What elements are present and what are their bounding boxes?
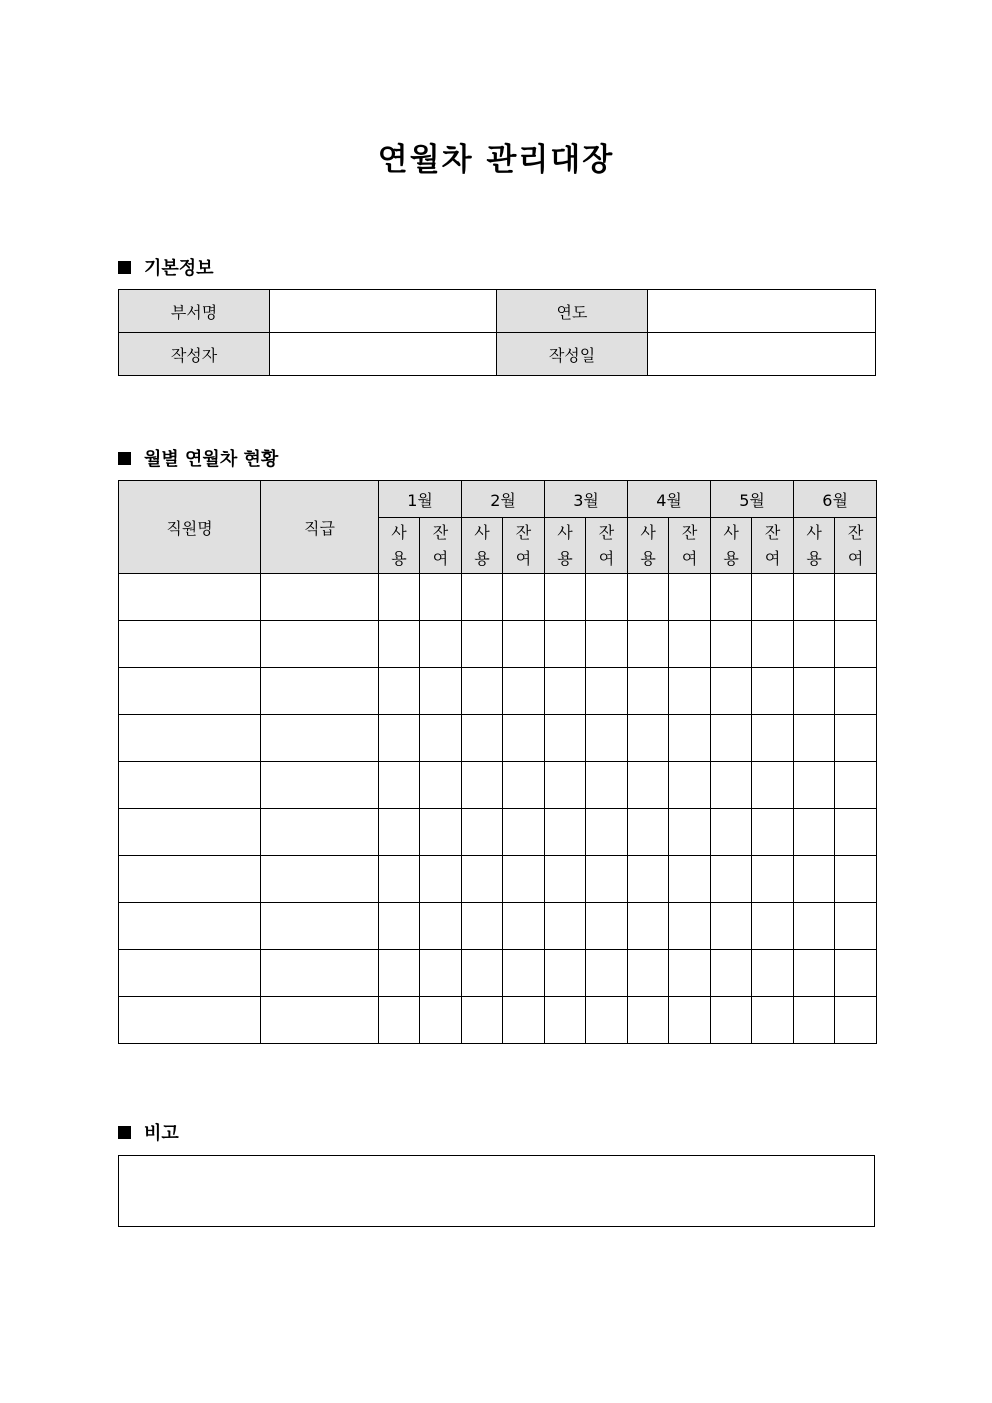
remaining-header-char: 여 <box>681 548 698 568</box>
used-cell[interactable] <box>379 856 420 903</box>
used-header <box>545 518 586 574</box>
square-bullet-icon <box>118 1126 131 1139</box>
used-cell[interactable] <box>794 856 835 903</box>
remaining-cell[interactable] <box>586 809 628 856</box>
remaining-cell[interactable] <box>752 621 794 668</box>
table-row <box>119 668 877 715</box>
used-cell[interactable] <box>462 762 503 809</box>
remaining-cell[interactable] <box>586 950 628 997</box>
section-title: 기본정보 <box>144 258 214 279</box>
basic-info-table <box>118 289 876 376</box>
used-header <box>379 518 420 574</box>
table-row <box>119 809 877 856</box>
date-label: 작성일 <box>497 333 648 376</box>
section-monthly-status <box>118 445 278 471</box>
section-basic-info <box>118 254 214 280</box>
used-cell[interactable] <box>379 668 420 715</box>
month-header: 1월 <box>379 481 462 518</box>
table-row <box>119 997 877 1044</box>
remaining-cell[interactable] <box>420 621 462 668</box>
used-cell[interactable] <box>628 574 669 621</box>
used-cell[interactable] <box>711 668 752 715</box>
used-header <box>711 518 752 574</box>
used-cell[interactable] <box>711 621 752 668</box>
table-row <box>119 856 877 903</box>
square-bullet-icon <box>118 261 131 274</box>
remaining-cell[interactable] <box>752 762 794 809</box>
rank-header: 직급 <box>261 481 379 574</box>
remaining-header <box>586 518 628 574</box>
remaining-cell[interactable] <box>835 715 877 762</box>
rank-cell[interactable] <box>261 809 379 856</box>
used-cell[interactable] <box>379 574 420 621</box>
used-cell[interactable] <box>794 762 835 809</box>
section-title: 월별 연월차 현황 <box>144 449 279 470</box>
remaining-header-char: 잔 <box>432 522 449 542</box>
used-cell[interactable] <box>545 668 586 715</box>
remaining-cell[interactable] <box>752 950 794 997</box>
remaining-cell[interactable] <box>420 574 462 621</box>
year-field[interactable] <box>648 290 876 333</box>
table-row <box>119 903 877 950</box>
remaining-header-char: 잔 <box>598 522 615 542</box>
remaining-header <box>420 518 462 574</box>
remaining-cell[interactable] <box>586 668 628 715</box>
remaining-header <box>752 518 794 574</box>
used-cell[interactable] <box>462 668 503 715</box>
used-cell[interactable] <box>545 950 586 997</box>
used-cell[interactable] <box>379 997 420 1044</box>
month-header: 4월 <box>628 481 711 518</box>
date-field[interactable] <box>648 333 876 376</box>
month-header: 3월 <box>545 481 628 518</box>
remaining-cell[interactable] <box>835 621 877 668</box>
used-header-char: 사 <box>474 522 490 542</box>
remaining-header <box>835 518 877 574</box>
rank-cell[interactable] <box>261 621 379 668</box>
used-cell[interactable] <box>794 668 835 715</box>
page-title: 연월차 관리대장 <box>377 142 615 178</box>
used-cell[interactable] <box>794 809 835 856</box>
used-header-char: 사 <box>557 522 573 542</box>
used-cell[interactable] <box>628 762 669 809</box>
remaining-cell[interactable] <box>503 621 545 668</box>
remaining-cell[interactable] <box>669 856 711 903</box>
remaining-cell[interactable] <box>669 903 711 950</box>
note-table <box>118 1155 875 1227</box>
rank-cell[interactable] <box>261 668 379 715</box>
used-cell[interactable] <box>711 574 752 621</box>
remaining-cell[interactable] <box>752 715 794 762</box>
used-cell[interactable] <box>379 715 420 762</box>
used-cell[interactable] <box>711 903 752 950</box>
employee-name-cell[interactable] <box>119 762 261 809</box>
remaining-cell[interactable] <box>835 950 877 997</box>
year-label: 연도 <box>497 290 648 333</box>
employee-name-header: 직원명 <box>119 481 261 574</box>
used-cell[interactable] <box>545 903 586 950</box>
remaining-cell[interactable] <box>669 950 711 997</box>
remaining-header <box>669 518 711 574</box>
used-cell[interactable] <box>711 762 752 809</box>
remaining-header-char: 잔 <box>764 522 781 542</box>
remaining-cell[interactable] <box>752 997 794 1044</box>
employee-name-cell[interactable] <box>119 809 261 856</box>
used-header-char: 사 <box>640 522 656 542</box>
used-header-char: 사 <box>806 522 822 542</box>
table-row <box>119 574 877 621</box>
dept-label: 부서명 <box>119 290 270 333</box>
used-cell[interactable] <box>794 574 835 621</box>
remaining-cell[interactable] <box>586 903 628 950</box>
remaining-cell[interactable] <box>669 809 711 856</box>
used-cell[interactable] <box>628 621 669 668</box>
remaining-cell[interactable] <box>835 997 877 1044</box>
used-header-char: 용 <box>557 548 573 568</box>
employee-name-cell[interactable] <box>119 997 261 1044</box>
used-cell[interactable] <box>545 621 586 668</box>
used-cell[interactable] <box>628 668 669 715</box>
used-cell[interactable] <box>462 903 503 950</box>
table-row <box>119 950 877 997</box>
remaining-cell[interactable] <box>586 856 628 903</box>
remaining-cell[interactable] <box>752 668 794 715</box>
remaining-cell[interactable] <box>835 903 877 950</box>
month-header: 6월 <box>794 481 877 518</box>
employee-name-cell[interactable] <box>119 903 261 950</box>
remaining-cell[interactable] <box>503 997 545 1044</box>
used-cell[interactable] <box>545 762 586 809</box>
remaining-cell[interactable] <box>503 809 545 856</box>
month-header: 5월 <box>711 481 794 518</box>
used-cell[interactable] <box>711 950 752 997</box>
rank-cell[interactable] <box>261 997 379 1044</box>
remaining-header-char: 여 <box>432 548 449 568</box>
remaining-cell[interactable] <box>420 997 462 1044</box>
square-bullet-icon <box>118 452 131 465</box>
remaining-cell[interactable] <box>503 903 545 950</box>
used-cell[interactable] <box>462 856 503 903</box>
rank-cell[interactable] <box>261 950 379 997</box>
used-cell[interactable] <box>545 856 586 903</box>
month-header: 2월 <box>462 481 545 518</box>
remaining-cell[interactable] <box>586 997 628 1044</box>
used-header-char: 용 <box>723 548 739 568</box>
used-header-char: 용 <box>474 548 490 568</box>
remaining-cell[interactable] <box>752 809 794 856</box>
used-cell[interactable] <box>462 950 503 997</box>
remaining-cell[interactable] <box>586 715 628 762</box>
remaining-cell[interactable] <box>420 668 462 715</box>
remaining-cell[interactable] <box>835 668 877 715</box>
remaining-cell[interactable] <box>503 856 545 903</box>
dept-field[interactable] <box>270 290 497 333</box>
table-row <box>119 621 877 668</box>
remaining-header-char: 여 <box>598 548 615 568</box>
used-cell[interactable] <box>545 574 586 621</box>
used-header-char: 사 <box>391 522 407 542</box>
rank-cell[interactable] <box>261 715 379 762</box>
used-cell[interactable] <box>794 715 835 762</box>
remaining-cell[interactable] <box>835 856 877 903</box>
employee-name-cell[interactable] <box>119 950 261 997</box>
remaining-cell[interactable] <box>835 574 877 621</box>
remaining-cell[interactable] <box>669 574 711 621</box>
remaining-cell[interactable] <box>503 668 545 715</box>
used-cell[interactable] <box>711 809 752 856</box>
used-header-char: 용 <box>806 548 822 568</box>
remaining-cell[interactable] <box>669 762 711 809</box>
used-cell[interactable] <box>462 574 503 621</box>
remaining-cell[interactable] <box>503 950 545 997</box>
rank-cell[interactable] <box>261 762 379 809</box>
used-cell[interactable] <box>628 809 669 856</box>
remaining-cell[interactable] <box>420 715 462 762</box>
remaining-header-char: 잔 <box>681 522 698 542</box>
remaining-header-char: 잔 <box>515 522 532 542</box>
remaining-cell[interactable] <box>586 621 628 668</box>
remaining-cell[interactable] <box>503 762 545 809</box>
used-cell[interactable] <box>379 762 420 809</box>
remaining-cell[interactable] <box>835 762 877 809</box>
employee-name-cell[interactable] <box>119 574 261 621</box>
remaining-header <box>503 518 545 574</box>
used-cell[interactable] <box>711 715 752 762</box>
used-cell[interactable] <box>462 715 503 762</box>
remaining-cell[interactable] <box>669 621 711 668</box>
employee-name-cell[interactable] <box>119 856 261 903</box>
remaining-cell[interactable] <box>835 809 877 856</box>
used-cell[interactable] <box>379 809 420 856</box>
used-cell[interactable] <box>628 997 669 1044</box>
remaining-header-char: 여 <box>847 548 864 568</box>
remaining-cell[interactable] <box>669 715 711 762</box>
used-header <box>462 518 503 574</box>
writer-field[interactable] <box>270 333 497 376</box>
used-cell[interactable] <box>794 997 835 1044</box>
remaining-cell[interactable] <box>503 715 545 762</box>
remaining-cell[interactable] <box>420 762 462 809</box>
remaining-header-char: 여 <box>764 548 781 568</box>
used-cell[interactable] <box>462 621 503 668</box>
used-cell[interactable] <box>794 950 835 997</box>
remaining-cell[interactable] <box>503 574 545 621</box>
section-title: 비고 <box>144 1123 179 1144</box>
used-cell[interactable] <box>794 903 835 950</box>
remaining-cell[interactable] <box>420 903 462 950</box>
remaining-cell[interactable] <box>420 856 462 903</box>
used-cell[interactable] <box>379 621 420 668</box>
employee-name-cell[interactable] <box>119 715 261 762</box>
used-cell[interactable] <box>462 809 503 856</box>
used-cell[interactable] <box>545 997 586 1044</box>
used-header-char: 용 <box>640 548 656 568</box>
rank-cell[interactable] <box>261 903 379 950</box>
remaining-cell[interactable] <box>669 668 711 715</box>
employee-name-cell[interactable] <box>119 621 261 668</box>
used-cell[interactable] <box>462 997 503 1044</box>
section-note <box>118 1119 179 1145</box>
rank-cell[interactable] <box>261 856 379 903</box>
remaining-cell[interactable] <box>420 950 462 997</box>
used-cell[interactable] <box>794 621 835 668</box>
rank-cell[interactable] <box>261 574 379 621</box>
remaining-cell[interactable] <box>669 997 711 1044</box>
used-header-char: 사 <box>723 522 739 542</box>
used-cell[interactable] <box>628 903 669 950</box>
note-field[interactable] <box>119 1156 875 1227</box>
used-header <box>794 518 835 574</box>
remaining-header-char: 여 <box>515 548 532 568</box>
used-cell[interactable] <box>628 950 669 997</box>
table-row <box>119 762 877 809</box>
used-cell[interactable] <box>545 715 586 762</box>
used-cell[interactable] <box>628 856 669 903</box>
remaining-cell[interactable] <box>752 856 794 903</box>
used-cell[interactable] <box>379 950 420 997</box>
remaining-cell[interactable] <box>586 574 628 621</box>
used-header <box>628 518 669 574</box>
employee-name-cell[interactable] <box>119 668 261 715</box>
remaining-cell[interactable] <box>752 903 794 950</box>
writer-label: 작성자 <box>119 333 270 376</box>
remaining-cell[interactable] <box>420 809 462 856</box>
used-cell[interactable] <box>545 809 586 856</box>
used-cell[interactable] <box>711 997 752 1044</box>
table-row <box>119 715 877 762</box>
used-cell[interactable] <box>711 856 752 903</box>
remaining-header-char: 잔 <box>847 522 864 542</box>
remaining-cell[interactable] <box>586 762 628 809</box>
used-header-char: 용 <box>391 548 407 568</box>
monthly-leave-table <box>118 480 877 1044</box>
used-cell[interactable] <box>379 903 420 950</box>
used-cell[interactable] <box>628 715 669 762</box>
remaining-cell[interactable] <box>752 574 794 621</box>
